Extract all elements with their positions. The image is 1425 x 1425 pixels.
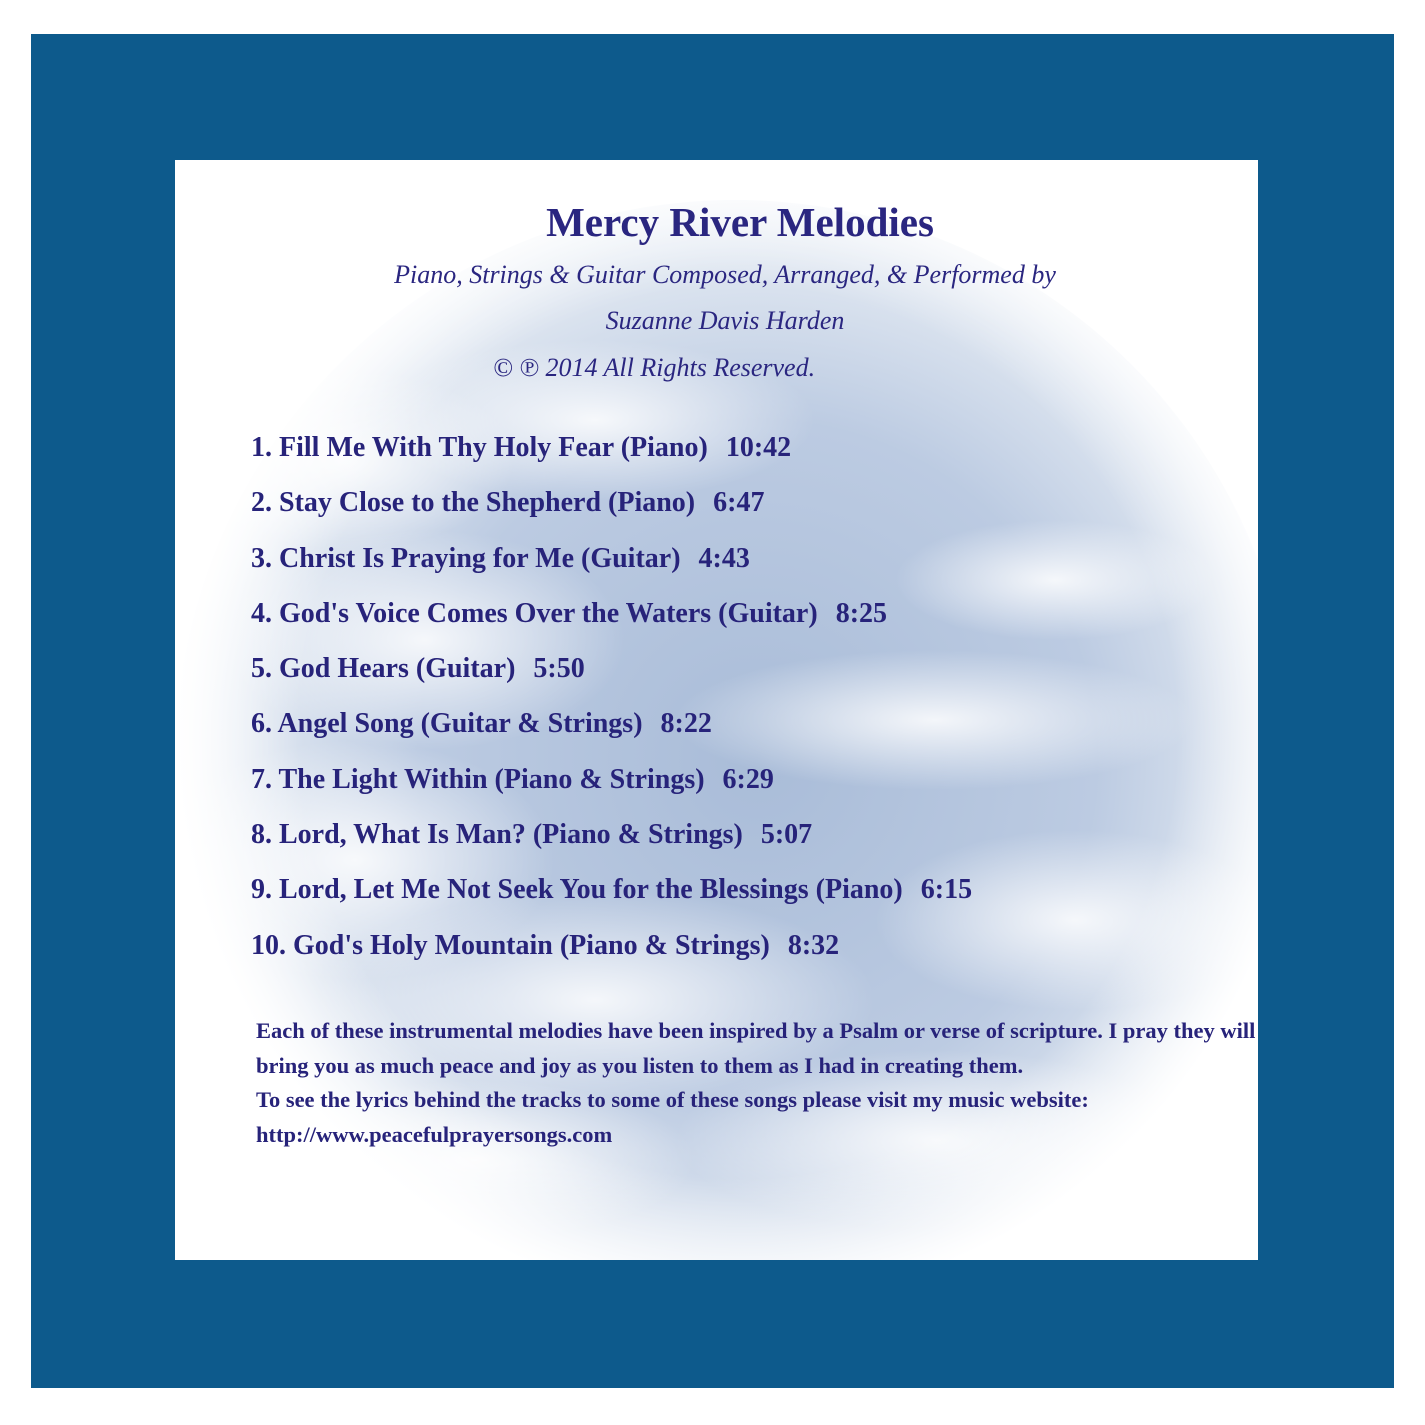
copyright-notice: © ℗ 2014 All Rights Reserved. [493, 353, 816, 382]
track-duration: 8:22 [660, 708, 712, 740]
track-title: 3. Christ Is Praying for Me (Guitar) [251, 542, 681, 574]
track-duration: 6:47 [713, 487, 765, 519]
track-item [251, 483, 972, 538]
track-item [251, 428, 972, 483]
artist-name: Suzanne Davis Harden [605, 306, 845, 335]
liner-notes [256, 1014, 1256, 1152]
track-item [251, 649, 972, 704]
album-credits: Piano, Strings & Guitar Composed, Arranged, & Performed by [394, 260, 1056, 289]
album-title: Mercy River Melodies [546, 199, 934, 245]
track-item [251, 539, 972, 594]
track-item [251, 926, 972, 981]
track-duration: 10:42 [725, 432, 792, 463]
track-item [251, 594, 972, 649]
track-duration: 4:43 [698, 542, 750, 574]
track-list [251, 428, 972, 981]
track-duration: 5:07 [760, 819, 813, 851]
album-back-cover [175, 160, 1258, 1260]
track-duration: 6:29 [722, 763, 774, 795]
liner-notes-paragraph: Each of these instrumental melodies have been inspired by a Psalm or verse of scripture. I pray they will bring you as much peace and joy as you listen to them as I had in creating them. [256, 1018, 1256, 1078]
liner-notes-website: To see the lyrics behind the tracks to some of these songs please visit my music website: http://www.peacefulprayersongs.com [256, 1087, 1089, 1147]
track-duration: 8:25 [835, 597, 888, 629]
track-title: 2. Stay Close to the Shepherd (Piano) [251, 487, 696, 519]
track-item [251, 760, 972, 815]
track-title: 5. God Hears (Guitar) [251, 653, 516, 685]
track-title: 6. Angel Song (Guitar & Strings) [251, 708, 643, 740]
track-duration: 6:15 [920, 874, 973, 906]
track-item [251, 870, 972, 925]
track-title: 8. Lord, What Is Man? (Piano & Strings) [251, 819, 743, 851]
track-title: 10. God's Holy Mountain (Piano & Strings) [251, 929, 770, 961]
track-duration: 5:50 [533, 653, 585, 685]
track-title: 9. Lord, Let Me Not Seek You for the Blessings (Piano) [251, 874, 903, 906]
track-title: 1. Fill Me With Thy Holy Fear (Piano) [251, 432, 708, 463]
track-item [251, 704, 972, 759]
track-duration: 8:32 [787, 929, 840, 961]
track-item [251, 815, 972, 870]
track-title: 4. God's Voice Comes Over the Waters (Guitar) [251, 597, 818, 629]
track-title: 7. The Light Within (Piano & Strings) [251, 763, 705, 795]
